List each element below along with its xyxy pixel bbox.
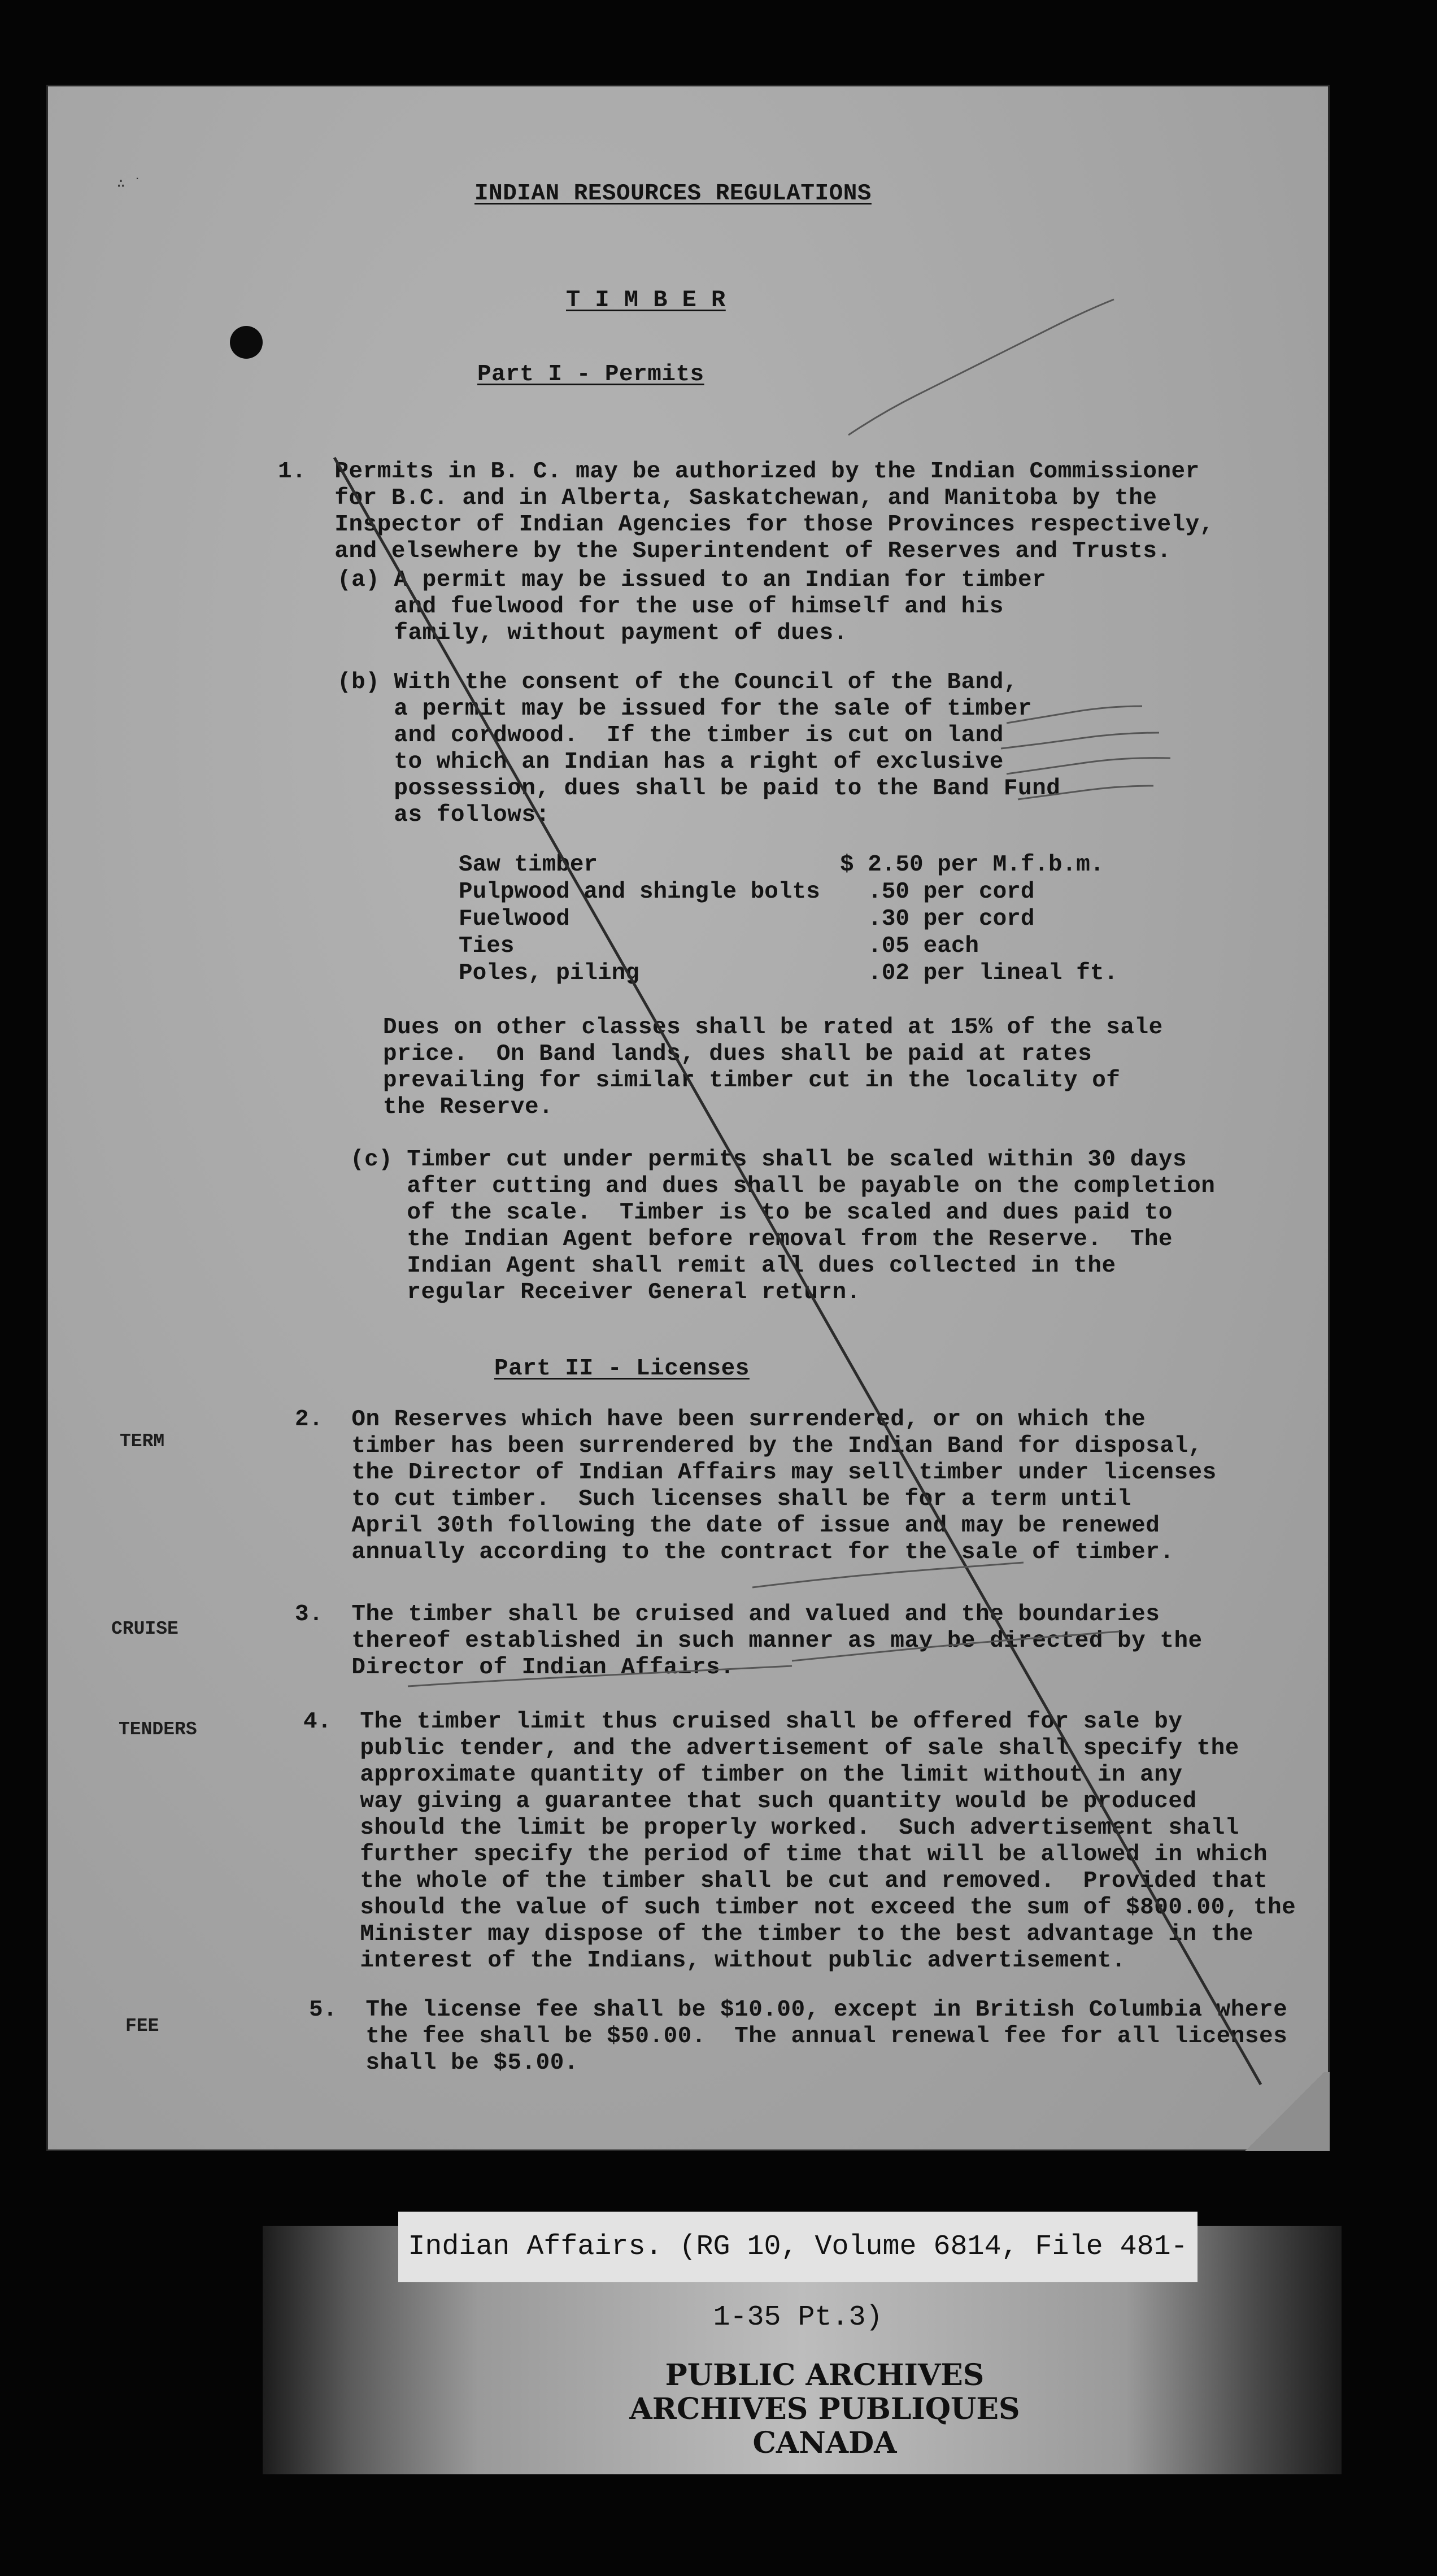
text-line: a permit may be issued for the sale of timber: [337, 696, 1033, 722]
text-line: Director of Indian Affairs.: [295, 1655, 735, 1681]
text-line: further specify the period of time that will be allowed in which: [303, 1842, 1268, 1868]
text-line: shall be $5.00.: [309, 2050, 578, 2076]
paper-speck: ∴ ˙: [117, 177, 142, 192]
part1-heading: Part I - Permits: [477, 362, 704, 388]
handwritten-annotations: [46, 85, 1330, 2151]
text-line: as follows:: [337, 802, 550, 828]
text-line: the Reserve.: [383, 1094, 554, 1120]
rate-value: .50 per cord: [840, 879, 1035, 905]
margin-note-tenders: TENDERS: [119, 1719, 197, 1740]
rate-item: Fuelwood: [459, 906, 570, 932]
pencil-scribble: [792, 1631, 1120, 1661]
text-line: 2. On Reserves which have been surrendered, or on which the: [295, 1407, 1146, 1433]
text-line: regular Receiver General return.: [350, 1280, 861, 1306]
text-line: price. On Band lands, dues shall be paid at rates: [383, 1041, 1092, 1067]
text-line: after cutting and dues shall be payable on the completion: [350, 1173, 1216, 1199]
stamp-line: ARCHIVES PUBLIQUES: [629, 2392, 1020, 2426]
rate-value: .30 per cord: [840, 906, 1035, 932]
text-line: 5. The license fee shall be $10.00, except in British Columbia where: [309, 1997, 1288, 2023]
text-line: 1. Permits in B. C. may be authorized by the Indian Commissioner: [278, 459, 1200, 485]
pencil-scribble: [848, 299, 1114, 435]
text-line: 3. The timber shall be cruised and valued and the boundaries: [295, 1602, 1160, 1628]
document-page: [46, 85, 1330, 2151]
document-header: INDIAN RESOURCES REGULATIONS: [474, 181, 872, 207]
pencil-scribble: [408, 1666, 792, 1686]
text-line: Dues on other classes shall be rated at 15% of the sale: [383, 1015, 1163, 1041]
pencil-scribble: [1001, 706, 1170, 799]
text-line: should the limit be properly worked. Such advertisement shall: [303, 1815, 1239, 1841]
text-line: April 30th following the date of issue and may be renewed: [295, 1513, 1160, 1539]
pencil-scribble: [752, 1563, 1024, 1587]
rate-value: $ 2.50 per M.f.b.m.: [840, 852, 1104, 878]
text-line: (c) Timber cut under permits shall be scaled within 30 days: [350, 1147, 1187, 1173]
text-line: Inspector of Indian Agencies for those Provinces respectively,: [278, 512, 1214, 538]
text-line: family, without payment of dues.: [337, 620, 848, 646]
text-line: way giving a guarantee that such quantity would be produced: [303, 1789, 1197, 1814]
text-line: the whole of the timber shall be cut and removed. Provided that: [303, 1868, 1268, 1894]
text-line: thereof established in such manner as may be directed by the: [295, 1628, 1203, 1654]
text-line: Minister may dispose of the timber to the best advantage in the: [303, 1921, 1253, 1947]
rate-item: Pulpwood and shingle bolts: [459, 879, 820, 905]
text-line: and cordwood. If the timber is cut on land: [337, 723, 1004, 749]
text-line: the Director of Indian Affairs may sell timber under licenses: [295, 1460, 1217, 1486]
text-line: (b) With the consent of the Council of the Band,: [337, 669, 1018, 695]
document-subject: T I M B E R: [566, 286, 726, 314]
rate-value: .05 each: [840, 933, 979, 959]
text-line: of the scale. Timber is to be scaled and dues paid to: [350, 1200, 1173, 1226]
text-line: public tender, and the advertisement of sale shall specify the: [303, 1735, 1239, 1761]
rate-item: Ties: [459, 933, 515, 959]
stamp-line: CANADA: [752, 2426, 897, 2460]
text-line: prevailing for similar timber cut in the locality of: [383, 1068, 1121, 1094]
text-line: the Indian Agent before removal from the Reserve. The: [350, 1226, 1173, 1252]
rate-item: Saw timber: [459, 852, 598, 878]
margin-note-term: TERM: [120, 1431, 165, 1452]
rate-value: .02 per lineal ft.: [840, 960, 1118, 986]
archive-reference-label: Indian Affairs. (RG 10, Volume 6814, File 481-1-35 Pt.3): [398, 2212, 1198, 2282]
text-line: annually according to the contract for the sale of timber.: [295, 1539, 1174, 1565]
text-line: for B.C. and in Alberta, Saskatchewan, and Manitoba by the: [278, 485, 1157, 511]
text-line: possession, dues shall be paid to the Band Fund: [337, 776, 1061, 802]
stamp-line: PUBLIC ARCHIVES: [665, 2358, 985, 2392]
strike-line: [334, 458, 1261, 2085]
text-line: (a) A permit may be issued to an Indian for timber: [337, 567, 1047, 593]
text-line: Indian Agent shall remit all dues collected in the: [350, 1253, 1116, 1279]
text-line: to cut timber. Such licenses shall be for a term until: [295, 1486, 1132, 1512]
public-archives-stamp: [610, 2359, 1039, 2460]
text-line: 4. The timber limit thus cruised shall be offered for sale by: [303, 1709, 1183, 1735]
rate-item: Poles, piling: [459, 960, 639, 986]
margin-note-fee: FEE: [125, 2016, 159, 2037]
text-line: and elsewhere by the Superintendent of Reserves and Trusts.: [278, 538, 1172, 564]
text-line: the fee shall be $50.00. The annual renewal fee for all licenses: [309, 2024, 1288, 2050]
text-line: interest of the Indians, without public advertisement.: [303, 1948, 1126, 1974]
text-line: approximate quantity of timber on the limit without in any: [303, 1762, 1183, 1788]
part2-heading: Part II - Licenses: [494, 1356, 750, 1382]
text-line: to which an Indian has a right of exclusive: [337, 749, 1004, 775]
text-line: should the value of such timber not exceed the sum of $800.00, the: [303, 1895, 1296, 1921]
margin-note-cruise: CRUISE: [111, 1618, 178, 1639]
text-line: timber has been surrendered by the Indian Band for disposal,: [295, 1433, 1203, 1459]
text-line: and fuelwood for the use of himself and his: [337, 594, 1004, 620]
